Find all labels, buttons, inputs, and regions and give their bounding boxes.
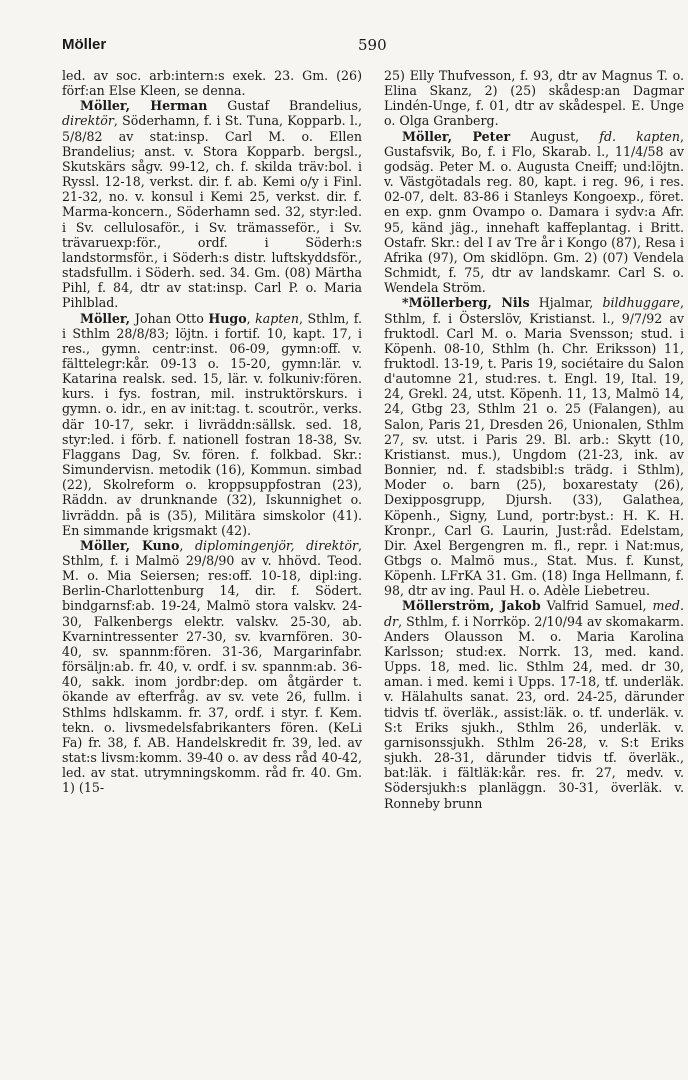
entry-title: direktör — [62, 113, 114, 129]
entry-title: med. dr — [384, 598, 684, 629]
page-number: 590 — [358, 36, 387, 54]
entry-given-name: Jakob — [500, 598, 541, 614]
running-head — [62, 36, 672, 60]
entry-title: bildhuggare — [602, 295, 680, 311]
entry-surname: *Möllerberg, — [402, 295, 502, 311]
entry-given-name: Nils — [501, 295, 530, 311]
entry-continuation: 25) Elly Thufvesson, f. 93, dtr av Magnus T. o. Elina Skanz, 2) (25) skådesp:an Dagmar Lindén-Unge, f. 01, dtr av skådespel. E. Unge o. Olga Granberg. — [384, 68, 684, 129]
left-column — [62, 68, 362, 796]
entry-surname: Möllerström, — [402, 598, 501, 614]
entry-text: , Sthlm, f. i Norrköp. 2/10/94 av skomakarm. Anders Olausson M. o. Maria Karolina Karlsson; stud:ex. Norrk. 13, med. kand. Upps. 18, med. lic. Sthlm 24, med. dr 30, aman. i med. kemi i Upps. 17-18, tf. underläk. v. Hälahults sanat. 23, ord. 24-25, därunder tidvis tf. överläk., assist:läk. o. tf. underläk. v. S:t Eriks sjukh., Sthlm 26, underläk. v. garnisonssjukh. Sthlm 26-28, v. S:t Eriks sjukh. 28-31, därunder tidvis tf. överläk., bat:läk. i fältläk:kår. res. fr. 27, medv. v. Södersjukh:s planläggn. 30-31, överläk. v. Ronneby brunn — [384, 613, 684, 811]
entry-given-name: Hugo — [208, 310, 247, 326]
entry-peter-moller: Möller, Peter August, fd. kapten, Gustafsvik, Bo, f. i Flo, Skarab. l., 11/4/58 av godsäg. Peter M. o. Augusta Cneiff; und:löjtn. v. Västgötadals reg. 80, kapt. i reg. 96, i res. 02-07, delt. 83-86 i Stanleys Kongoexp., föret. en exp. gnm Ovampo o. Damara i sydv:a Afr. 95, känd jäg., innehaft kaffeplantag. i Britt. Ostafr. Skr.: del I av Tre år i Kongo (87), Resa i Afrika (97), Om skidlöpn. Gm. 2) (07) Vendela Schmidt, f. 75, dtr av landskamr. Carl S. o. Wendela Ström. — [384, 128, 684, 296]
entry-text: , Sthlm, f. i Sthlm 28/8/83; löjtn. i fortif. 10, kapt. 17, i res., gymn. centr:inst. 06-09, gymn:off. v. fälttelegr:kår. 09-13 o. 15-20, gymn:lär. v. Katarina realsk. sed. 15, lär. v. folkuniv:fören. kurs. i fys. fostran, mil. instruktörskurs. i gymn. o. idr., en av init:tag. t. scoutrör., verks. där 10-17, sekr. i livräddn:sällsk. sed. 18, styr:led. i förb. f. nationell fostran 18-38, Sv. Flaggans Dag, Sv. fören. f. folkbad. Skr.: Simundervisn. metodik (16), Kommun. simbad (22), Skolreform o. kroppsuppfostran (23), Räddn. av drunknande (32), Iskunnighet o. livräddn. på is (35), Militära simskolor (41). En simmande krigsmakt (42). — [62, 310, 362, 538]
entry-given-name: Herman — [150, 98, 208, 114]
entry-surname: Möller, — [402, 128, 473, 144]
entry-jakob-mollerstrom: Möllerström, Jakob Valfrid Samuel, med. dr, Sthlm, f. i Norrköp. 2/10/94 av skomakarm. Anders Olausson M. o. Maria Karolina Karlsson; stud:ex. Norrk. 13, med. kand. Upps. 18, med. lic. Sthlm 24, med. dr 30, aman. i med. kemi i Upps. 17-18, tf. underläk. v. Hälahults sanat. 23, ord. 24-25, därunder tidvis tf. överläk., assist:läk. o. tf. underläk. v. S:t Eriks sjukh., Sthlm 26, underläk. v. garnisonssjukh. Sthlm 26-28, v. S:t Eriks sjukh. 28-31, därunder tidvis tf. överläk., bat:läk. i fältläk:kår. res. fr. 27, medv. v. Södersjukh:s planläggn. 30-31, överläk. v. Ronneby brunn — [384, 598, 684, 811]
entry-hugo-moller: Möller, Johan Otto Hugo, kapten, Sthlm, f. i Sthlm 28/8/83; löjtn. i fortif. 10, kapt. 17, i res., gymn. centr:inst. 06-09, gymn:off. v. fälttelegr:kår. 09-13 o. 15-20, gymn:lär. v. Katarina realsk. sed. 15, lär. v. folkuniv:fören. kurs. i fys. fostran, mil. instruktörskurs. i gymn. o. idr., en av init:tag. t. scoutrör., verks. där 10-17, sekr. i livräddn:sällsk. sed. 18, styr:led. i förb. f. nationell fostran 18-38, Sv. Flaggans Dag, Sv. fören. f. folkbad. Skr.: Simundervisn. metodik (16), Kommun. simbad (22), Skolreform o. kroppsuppfostran (23), Räddn. av drunknande (32), Iskunnighet o. livräddn. på is (35), Militära simskolor (41). En simmande krigsmakt (42). — [62, 310, 362, 538]
entry-kuno-moller: Möller, Kuno, diplomingenjör, direktör, Sthlm, f. i Malmö 29/8/90 av v. hhövd. Teod. M. o. Mia Seiersen; res:off. 10-18, dipl:ing. Berlin-Charlottenburg 14, dir. f. Södert. bindgarnsf:ab. 19-24, Malmö stora valskv. 24-30, Falkenbergs elektr. valskv. 25-30, ab. Kvarnintressenter 27-30, sv. kvarnfören. 30-40, sv. spannm:fören. 31-36, Margarinfabr. försäljn:ab. fr. 40, v. ordf. i sv. spannm:ab. 36-40, sakk. inom jordbr:dep. om åtgärder t. ökande av efterfråg. av sv. vete 26, fullm. i Sthlms hdlskamm. fr. 37, ordf. i styr. f. Kem. tekn. o. livsmedelsfabrikanters fören. (KeLi Fa) fr. 38, f. AB. Handelskredit fr. 39, led. av stat:s livsm:komm. 39-40 o. av dess råd 40-42, led. av stat. utrymningskomm. råd fr. 40. Gm. 1) (15- — [62, 537, 362, 796]
entry-title: kapten — [255, 310, 299, 326]
entry-herman-moller: Möller, Herman Gustaf Brandelius, direktör, Söderhamn, f. i St. Tuna, Kopparb. l., 5/8/82 av stat:insp. Carl M. o. Ellen Brandelius; anst. v. Stora Kopparb. bergsl., Skutskärs sågv. 99-12, ch. f. skilda träv:bol. i Ryssl. 12-18, verkst. dir. f. ab. Kemi o/y i Finl. 21-32, no. v. konsul i Kemi 25, verkst. dir. f. Marma-koncern., Söderhamn sed. 32, styr:led. i Sv. cellulosaför., i Sv. trämasseför., i Sv. trävaruexp:för., ordf. i Söderh:s landstormsför., i Söderh:s distr. luftskyddsför., stadsfullm. i Söderh. sed. 34. Gm. (08) Märtha Pihl, f. 84, dtr av stat:insp. Carl P. o. Maria Pihlblad. — [62, 98, 362, 311]
entry-text: , Söderhamn, f. i St. Tuna, Kopparb. l., 5/8/82 av stat:insp. Carl M. o. Ellen Brandelius; anst. v. Stora Kopparb. bergsl., Skutskärs sågv. 99-12, ch. f. skilda träv:bol. i Ryssl. 12-18, verkst. dir. f. ab. Kemi o/y i Finl. 21-32, no. v. konsul i Kemi 25, verkst. dir. f. Marma-koncern., Söderhamn sed. 32, styr:led. i Sv. cellulosaför., i Sv. trämasseför., i Sv. trävaruexp:för., ordf. i Söderh:s landstormsför., i Söderh:s distr. luftskyddsför., stadsfullm. i Söderh. sed. 34. Gm. (08) Märtha Pihl, f. 84, dtr av stat:insp. Carl P. o. Maria Pihlblad. — [62, 113, 362, 311]
entry-given-name: Kuno — [141, 537, 180, 553]
entry-continuation: led. av soc. arb:intern:s exek. 23. Gm. (26) förf:an Else Kleen, se denna. — [62, 68, 362, 99]
entry-nils-mollerberg: *Möllerberg, Nils Hjalmar, bildhuggare, Sthlm, f. i Österslöv, Kristianst. l., 9/7/92 av fruktodl. Carl M. o. Maria Svensson; stud. i Köpenh. 08-10, Sthlm (h. Chr. Eriksson) 11, fruktodl. 13-19, t. Paris 19, sociétaire du Salon d'automne 21, stud:res. t. Engl. 19, Ital. 19, 24, Grekl. 24, utst. Köpenh. 11, 13, Malmö 14, 24, Gtbg 23, Sthlm 21 o. 25 (Falangen), au Salon, Paris 21, Dresden 26, Unionalen, Sthlm 27, sv. utst. i Paris 29. Bl. arb.: Skytt (10, Kristianst. mus.), Ungdom (21-23, ink. av Bonnier, nd. f. stadsbibl:s trädg. i Sthlm), Moder o. barn (25), boxarestaty (26), Dexipposgrupp, Djursh. (33), Galathea, Köpenh., Signy, Lund, portr:byst.: H. K. H. Kronpr., Carl G. Laurin, Just:råd. Edelstam, Dir. Axel Bergengren m. fl., repr. i Nat:mus, Gtbgs o. Malmö mus., Stat. Mus. f. Kunst, Köpenh. LFrKA 31. Gm. (18) Inga Hellmann, f. 98, dtr av ing. Paul H. o. Adèle Liebetreu. — [384, 295, 684, 599]
entry-text: , Gustafsvik, Bo, f. i Flo, Skarab. l., 11/4/58 av godsäg. Peter M. o. Augusta Cneiff; und:löjtn. v. Västgötadals reg. 80, kapt. i reg. 96, i res. 02-07, delt. 83-86 i Stanleys Kongoexp., föret. en exp. gnm Ovampo o. Damara i sydv:a Afr. 95, känd jäg., innehaft kaffeplantag. i Britt. Ostafr. Skr.: del I av Tre år i Kongo (87), Resa i Afrika (97), Om skidlöpn. Gm. 2) (07) Vendela Schmidt, f. 75, dtr av landskamr. Carl S. o. Wendela Ström. — [384, 128, 684, 296]
entry-given-name: Peter — [472, 128, 511, 144]
entry-text: , Sthlm, f. i Malmö 29/8/90 av v. hhövd. Teod. M. o. Mia Seiersen; res:off. 10-18, dipl:ing. Berlin-Charlottenburg 14, dir. f. Södert. bindgarnsf:ab. 19-24, Malmö stora valskv. 24-30, Falkenbergs elektr. valskv. 25-30, ab. Kvarnintressenter 27-30, sv. kvarnfören. 30-40, sv. spannm:fören. 31-36, Margarinfabr. försäljn:ab. fr. 40, v. ordf. i sv. spannm:ab. 36-40, sakk. inom jordbr:dep. om åtgärder t. ökande av efterfråg. av sv. vete 26, fullm. i Sthlms hdlskamm. fr. 37, ordf. i styr. f. Kem. tekn. o. livsmedelsfabrikanters fören. (KeLi Fa) fr. 38, f. AB. Handelskredit fr. 39, led. av stat:s livsm:komm. 39-40 o. av dess råd 40-42, led. av stat. utrymningskomm. råd fr. 40. Gm. 1) (15- — [62, 537, 362, 796]
entry-surname: Möller, — [80, 310, 135, 326]
entry-title: diplomingenjör, direktör — [194, 537, 358, 553]
entry-text: , Sthlm, f. i Österslöv, Kristianst. l., 9/7/92 av fruktodl. Carl M. o. Maria Svensson; stud. i Köpenh. 08-10, Sthlm (h. Chr. Eriksson) 11, fruktodl. 13-19, t. Paris 19, sociétaire du Salon d'automne 21, stud:res. t. Engl. 19, Ital. 19, 24, Grekl. 24, utst. Köpenh. 11, 13, Malmö 14, 24, Gtbg 23, Sthlm 21 o. 25 (Falangen), au Salon, Paris 21, Dresden 26, Unionalen, Sthlm 27, sv. utst. i Paris 29. Bl. arb.: Skytt (10, Kristianst. mus.), Ungdom (21-23, ink. av Bonnier, nd. f. stadsbibl:s trädg. i Sthlm), Moder o. barn (25), boxarestaty (26), Dexipposgrupp, Djursh. (33), Galathea, Köpenh., Signy, Lund, portr:byst.: H. K. H. Kronpr., Carl G. Laurin, Just:råd. Edelstam, Dir. Axel Bergengren m. fl., repr. i Nat:mus, Gtbgs o. Malmö mus., Stat. Mus. f. Kunst, Köpenh. LFrKA 31. Gm. (18) Inga Hellmann, f. 98, dtr av ing. Paul H. o. Adèle Liebetreu. — [384, 295, 684, 599]
entry-surname: Möller, — [80, 537, 142, 553]
entry-title: fd. kapten — [599, 128, 680, 144]
right-column — [384, 68, 684, 811]
entry-surname: Möller, — [80, 98, 151, 114]
running-head-word: Möller — [62, 36, 107, 53]
